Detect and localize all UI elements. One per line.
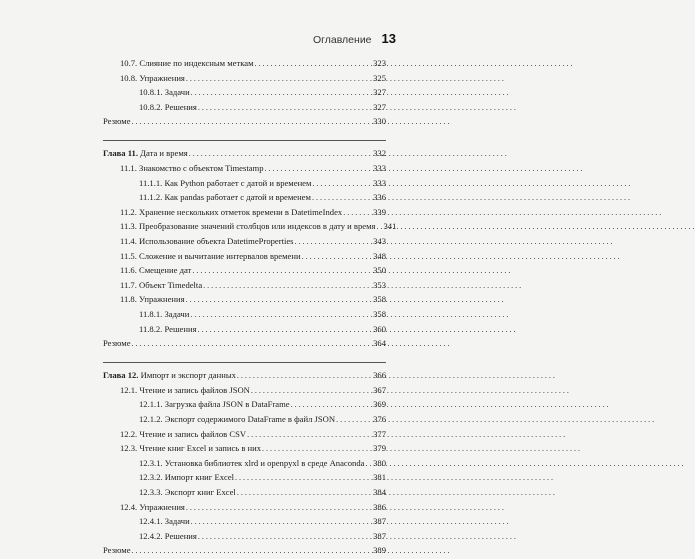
toc-page-number: 358 [373,309,386,319]
dot-leader [189,147,372,162]
toc-page-number: 339 [373,206,386,217]
dot-leader [255,57,373,72]
dot-leader [132,337,373,352]
dot-leader [251,384,372,399]
entry-title-text: 11.2. Хранение нескольких отметок времени в DatetimeIndex [120,206,343,217]
dot-leader [186,72,372,87]
toc-entry[interactable] [103,307,386,322]
toc-entry-title [120,263,191,278]
toc-entry-title [120,219,376,234]
toc-entry[interactable] [103,219,397,234]
dot-leader [198,323,373,338]
toc-page-number: 350 [373,265,386,276]
toc-entry-title [139,190,311,205]
entry-title-text: 11.6. Смещение дат [120,265,192,276]
toc-page-number: 330 [373,116,386,127]
dot-leader [295,235,373,250]
toc-entry-title [139,456,364,471]
dot-leader [235,471,372,486]
toc-entry-title [103,146,188,161]
toc-entry[interactable] [103,205,386,220]
entry-title-text: Резюме [103,116,131,127]
entry-title-text: 11.5. Сложение и вычитание интервалов времени [120,250,301,261]
toc-entry[interactable] [103,485,386,500]
entry-title-text: 10.8. Упражнения [120,72,185,83]
toc-entry[interactable] [103,322,386,337]
dot-leader [247,428,372,443]
toc-entry[interactable] [103,161,386,176]
entry-title-text: 12.4.1. Задачи [139,516,190,527]
toc-entry[interactable] [103,176,386,191]
toc-entry-title [103,368,236,383]
entry-title-text: Импорт и экспорт данных [140,370,236,381]
dot-leader [377,220,383,235]
entry-title-text: 11.4. Использование объекта DatetimeProperties [120,236,294,247]
entry-title-text: Дата и время [140,148,188,159]
toc-entry-title [120,71,185,86]
entry-title-text: 12.3.1. Установка библиотек xlrd и openpyxl в среде Anaconda [139,457,365,468]
dot-leader [291,398,373,413]
toc-page-number: 360 [373,323,386,334]
toc-page-number: 323 [373,58,386,68]
toc-section [103,56,386,129]
toc-entry[interactable] [103,85,386,100]
toc-entry-title [120,292,185,307]
entry-title-text: 11.8.1. Задачи [139,309,190,319]
toc-entry-title [139,514,190,529]
entry-title-text: Резюме [103,338,131,349]
entry-title-text: 11.8. Упражнения [120,294,185,305]
toc-section [103,140,397,350]
dot-leader [336,413,372,428]
dot-leader [302,250,373,265]
dot-leader [198,530,372,545]
toc-entry[interactable] [103,500,386,515]
toc-entry[interactable] [103,56,386,71]
toc-entry-title [120,500,185,515]
toc-page-number: 369 [373,399,386,410]
toc-entry-title [139,470,234,485]
toc-entry[interactable] [103,190,386,205]
running-head [104,31,396,46]
dot-leader [312,177,372,192]
dot-leader [237,486,372,501]
dot-leader [365,457,372,472]
toc-entry-title [139,176,311,191]
toc-entry-title [139,307,189,322]
entry-title-text: 12.3.2. Импорт книг Excel [139,472,235,483]
toc-page-number: 333 [373,177,386,188]
toc-page-number: 343 [373,236,386,247]
toc-entry-title [139,85,190,100]
entry-title-text: 12.4. Упражнения [120,501,185,512]
running-head-title: Оглавление [312,34,372,46]
toc-entry[interactable] [103,249,386,264]
entry-title-text: 10.8.1. Задачи [139,87,190,98]
entry-title-text: 11.1. Знакомство с объектом Timestamp [120,163,264,174]
toc-entry[interactable] [103,529,386,544]
dot-leader [132,544,373,559]
toc-chapter-entry[interactable] [103,146,386,161]
toc-entry[interactable] [103,71,386,86]
toc-page-number: 386 [373,501,386,512]
toc-chapter-entry[interactable] [103,368,386,383]
toc-page-number: 327 [373,87,386,98]
entry-title-text: 10.8.2. Решения [139,101,197,112]
toc-page-number: 325 [373,72,386,83]
toc-entry[interactable] [103,412,386,427]
toc-entry[interactable] [103,336,386,351]
toc-entry-title [120,278,202,293]
entry-title-text: 11.3. Преобразование значений столбцов или индексов в дату и время [120,221,376,232]
toc-entry-title [120,427,246,442]
toc-entry-title [139,529,197,544]
toc-page-number: 332 [373,148,386,159]
toc-page-number: 384 [373,487,386,498]
toc-page-number: 333 [373,163,386,174]
toc-entry-title [139,397,290,412]
toc-entry[interactable] [103,470,386,485]
toc-entry-title [139,485,236,500]
toc-page-number: 387 [373,530,386,541]
toc-section [103,362,386,558]
toc-page-number: 358 [373,294,386,305]
toc-page-number: 376 [373,414,386,425]
toc-page-number: 389 [373,545,386,556]
page-number: 13 [381,31,396,46]
dot-leader [312,191,372,206]
toc-entry-title [120,161,264,176]
toc-entry[interactable] [103,383,386,398]
toc-page-number: 336 [373,192,386,203]
entry-title-text: 12.3.3. Экспорт книг Excel [139,487,236,498]
toc-page-number: 348 [373,250,386,261]
toc-entry[interactable] [103,292,386,307]
toc-page-number: 377 [373,428,386,439]
entry-title-text: 10.7. Слияние по индексным меткам [120,58,254,68]
entry-title-text: 12.1. Чтение и запись файлов JSON [120,384,250,395]
entry-title-text: 11.8.2. Решения [139,323,197,334]
toc-entry-title [103,114,131,129]
toc-entry[interactable] [103,397,386,412]
toc-entry[interactable] [103,441,386,456]
toc-page-number: 353 [373,279,386,290]
entry-title-text: Резюме [103,545,131,556]
dot-leader [132,115,373,130]
toc-page-number: 381 [373,472,386,483]
table-of-contents [103,56,397,558]
toc-entry-title [120,441,261,456]
toc-entry-title [120,56,254,71]
toc-page-number: 366 [373,370,386,381]
entry-title-text: 11.1.2. Как pandas работает с датой и временем [139,192,311,203]
dot-leader [191,86,372,101]
dot-leader [186,293,373,308]
toc-entry[interactable] [103,114,386,129]
toc-entry-title [103,543,131,558]
toc-entry[interactable] [103,100,386,115]
toc-page-number: 341 [383,221,397,232]
entry-title-text: 11.7. Объект Timedelta [120,279,203,290]
toc-entry[interactable] [103,278,386,293]
toc-page-number: 364 [373,338,386,349]
dot-leader [262,442,372,457]
toc-entry[interactable] [103,234,386,249]
entry-title-text: 12.1.2. Экспорт содержимого DataFrame в файл JSON [139,414,336,425]
toc-entry-title [139,412,335,427]
toc-page-number: 387 [373,516,386,527]
toc-entry-title [120,234,294,249]
dot-leader [186,501,372,516]
toc-entry-title [139,100,197,115]
toc-entry[interactable] [103,427,386,442]
toc-entry[interactable] [103,514,386,529]
entry-title-text: 11.1.1. Как Python работает с датой и временем [139,177,312,188]
entry-title-text: 12.2. Чтение и запись файлов CSV [120,428,247,439]
toc-entry-title [120,205,342,220]
dot-leader [192,264,372,279]
dot-leader [191,515,372,530]
toc-entry-title [120,383,250,398]
dot-leader [190,308,372,323]
dot-leader [343,206,372,221]
toc-page-number: 367 [373,384,386,395]
toc-entry[interactable] [103,543,386,558]
toc-entry-title [103,336,131,351]
toc-page-number: 327 [373,101,386,112]
toc-page-number: 380 [373,457,386,468]
toc-entry[interactable] [103,456,386,471]
dot-leader [203,279,372,294]
chapter-label: Глава 12. [103,370,139,381]
toc-page-number: 379 [373,443,386,454]
chapter-label: Глава 11. [103,148,138,159]
toc-entry-title [120,249,301,264]
toc-entry[interactable] [103,263,386,278]
dot-leader [265,162,373,177]
dot-leader [198,101,372,116]
entry-title-text: 12.4.2. Решения [139,530,197,541]
entry-title-text: 12.1.1. Загрузка файла JSON в DataFrame [139,399,290,410]
entry-title-text: 12.3. Чтение книг Excel и запись в них [120,443,262,454]
toc-entry-title [139,322,197,337]
dot-leader [237,369,372,384]
